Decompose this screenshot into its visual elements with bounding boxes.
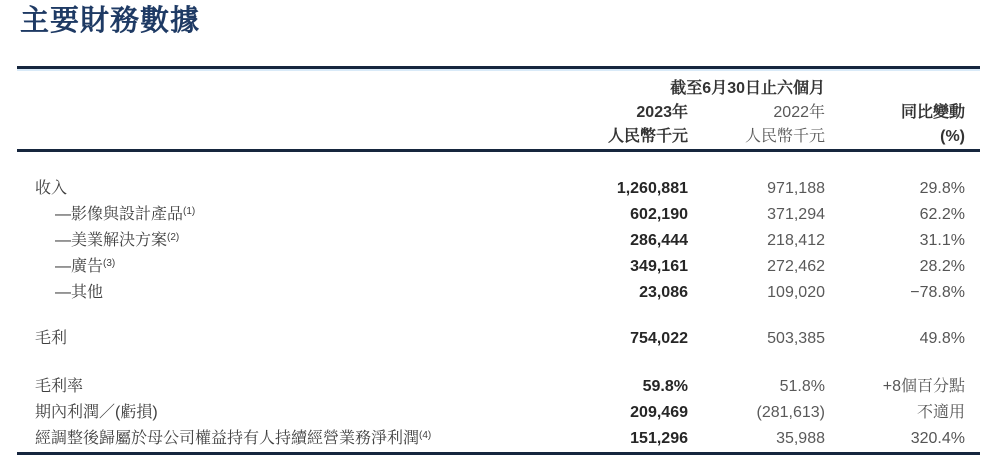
table-row (17, 228, 980, 254)
value-2022: 971,188 (767, 180, 825, 197)
table-row (17, 374, 980, 400)
value-2022: 503,385 (767, 330, 825, 347)
value-2023: 349,161 (630, 258, 688, 275)
row-label: 毛利率 (35, 378, 84, 395)
footnote-marker: (1) (183, 206, 196, 217)
value-yoy-change: 49.8% (919, 330, 965, 347)
header-unit-row (17, 125, 980, 149)
value-yoy-change: 31.1% (919, 232, 965, 249)
table-row (17, 202, 980, 228)
row-label: 期內利潤／(虧損) (35, 404, 158, 421)
table-body (17, 152, 980, 452)
value-2022: 272,462 (767, 258, 825, 275)
value-yoy-change: +8個百分點 (882, 378, 965, 395)
value-2023: 23,086 (639, 284, 688, 301)
table-row (17, 254, 980, 280)
row-label: —美業解決方案$^{(2)}$ (55, 232, 180, 249)
value-yoy-change: 29.8% (919, 180, 965, 197)
value-2022: 109,020 (767, 284, 825, 301)
value-2022: 371,294 (767, 206, 825, 223)
table-header (17, 71, 980, 149)
table-row (17, 280, 980, 306)
value-yoy-change: 320.4% (910, 430, 965, 447)
col-header-2023-year: 2023年 (636, 104, 688, 121)
header-period-row (17, 77, 980, 101)
table-row (17, 426, 980, 452)
value-2022: 218,412 (767, 232, 825, 249)
footnote-marker: (3) (103, 258, 116, 269)
value-2022: (281,613) (756, 404, 825, 421)
value-2023: 602,190 (630, 206, 688, 223)
value-2023: 151,296 (630, 430, 688, 447)
table-row (17, 176, 980, 202)
footnote-marker: (2) (167, 232, 180, 243)
table-bottom-rule (17, 452, 980, 455)
col-header-2022-year: 2022年 (773, 104, 825, 121)
value-yoy-change: −78.8% (910, 284, 965, 301)
value-2023: 286,444 (630, 232, 688, 249)
value-2023: 1,260,881 (616, 180, 688, 197)
col-header-2022-unit: 人民幣千元 (744, 128, 825, 145)
period-header-label: 截至6月30日止六個月 (670, 80, 825, 97)
value-2023: 754,022 (630, 330, 688, 347)
row-label: —廣告$^{(3)}$ (55, 258, 116, 275)
value-2022: 35,988 (776, 430, 825, 447)
footnote-marker: (4) (419, 430, 432, 441)
value-yoy-change: 28.2% (919, 258, 965, 275)
row-label: 收入 (35, 180, 68, 197)
table-row (17, 326, 980, 352)
row-label: 毛利 (35, 330, 68, 347)
col-header-change-unit: (%) (940, 128, 965, 145)
row-label: —影像與設計產品$^{(1)}$ (55, 206, 196, 223)
row-label: —其他 (55, 284, 104, 301)
value-yoy-change: 62.2% (919, 206, 965, 223)
col-header-change: 同比變動 (900, 104, 965, 121)
value-yoy-change: 不適用 (916, 404, 965, 421)
col-header-2023-unit: 人民幣千元 (607, 128, 688, 145)
value-2023: 59.8% (642, 378, 688, 395)
key-financials-table (17, 66, 980, 455)
table-row (17, 400, 980, 426)
row-label: 經調整後歸屬於母公司權益持有人持續經營業務淨利潤$^{(4)}$ (35, 430, 432, 447)
header-year-row (17, 101, 980, 125)
value-2022: 51.8% (779, 378, 825, 395)
page-title: 主要財務數據 (20, 5, 201, 37)
value-2023: 209,469 (630, 404, 688, 421)
